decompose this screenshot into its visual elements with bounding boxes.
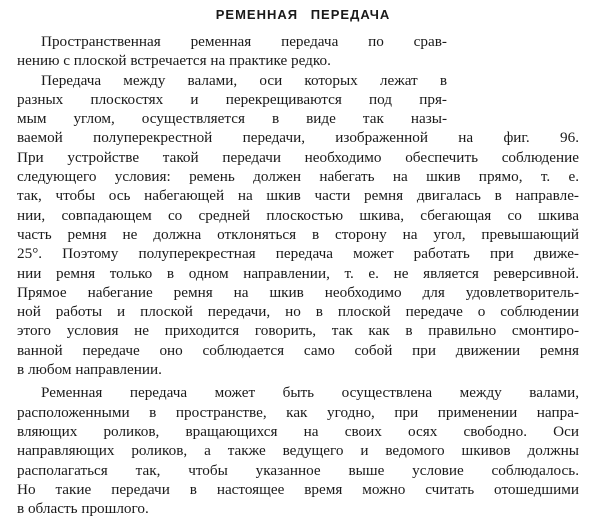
text-line: этого условия не приходится говорить, так как в правильно смонтиро- — [17, 322, 579, 340]
text-line: ваемой полуперекрестной передачи, изображенной на фиг. 96. — [17, 129, 579, 147]
body-text — [17, 32, 579, 518]
text-line: ной работы и плоской передачи, но в плоской передаче о соблюдении — [17, 303, 579, 321]
section-title: РЕМЕННАЯ ПЕРЕДАЧА — [215, 7, 391, 22]
text-line: 25°. Поэтому полуперекрестная передача может работать при движе- — [17, 245, 579, 263]
text-line: При устройстве такой передачи необходимо обеспечить соблюдение — [17, 148, 579, 166]
text-line: расположенными в пространстве, как угодно, при применении напра- — [17, 403, 579, 421]
text-line: нии, совпадающем со средней плоскостью шкива, сбегающая со шкива — [17, 206, 579, 224]
text-line: ванной передаче оно соблюдается само собой при движении ремня — [17, 341, 579, 359]
text-line: Прямое набегание ремня на шкив необходимо для удовлетворитель- — [17, 283, 579, 301]
text-line: в любом направлении. — [17, 361, 162, 379]
text-line: Но такие передачи в настоящее время можно считать отошедшими — [17, 480, 579, 498]
text-line: Передача между валами, оси которых лежат в — [41, 71, 447, 89]
text-line: направляющих роликов, а также ведущего и ведомого шкивов должны — [17, 442, 579, 460]
text-line: следующего условия: ремень должен набегать на шкив прямо, т. е. — [17, 168, 579, 186]
text-line: Пространственная ременная передача по срав- — [41, 33, 447, 50]
text-line: располагаться так, чтобы указанное выше условие соблюдалось. — [17, 461, 579, 479]
text-line: так, чтобы ось набегающей на шкив части ремня двигалась в направле- — [17, 187, 579, 205]
text-line: Ременная передача может быть осуществлена между валами, — [41, 384, 579, 402]
text-line: вляющих роликов, вращающихся на своих осях свободно. Оси — [17, 422, 579, 440]
text-line: разных плоскостях и перекрещиваются под пря- — [17, 90, 447, 108]
text-line: в область прошлого. — [17, 500, 149, 518]
text-line: нению с плоской встречается на практике редко. — [17, 52, 331, 70]
text-line: часть ремня не должна отклоняться в сторону на угол, превышающий — [17, 225, 579, 243]
text-line: мым углом, осуществляется в виде так назы- — [17, 110, 447, 128]
document-page — [17, 6, 579, 518]
text-line: нии ремня только в одном направлении, т. е. не является реверсивной. — [17, 264, 579, 282]
